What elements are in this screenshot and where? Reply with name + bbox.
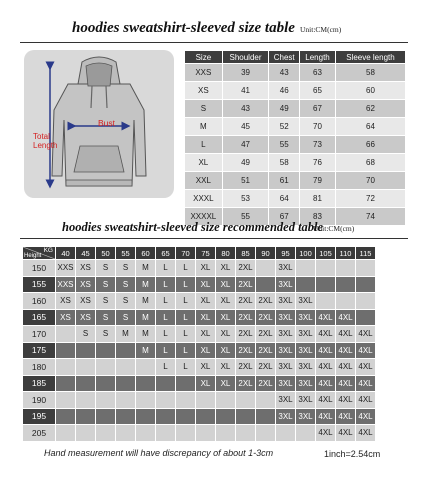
size-recommendation-cell: M: [116, 326, 135, 342]
size-recommendation-cell: [236, 392, 255, 408]
weight-header-cell: 105: [316, 247, 335, 259]
size-label-cell: XL: [185, 154, 222, 171]
size-recommendation-cell: L: [176, 359, 195, 375]
size-recommendation-cell: M: [136, 326, 155, 342]
size-recommendation-cell: 3XL: [296, 359, 315, 375]
size-value-cell: 58: [336, 64, 405, 81]
size-recommendation-cell: [176, 409, 195, 425]
height-cell: 185: [23, 376, 55, 392]
size-recommendation-cell: 3XL: [276, 359, 295, 375]
size-recommendation-cell: XL: [216, 326, 235, 342]
size-table-title: hoodies sweatshirt-sleeved size table: [72, 20, 295, 36]
size-label-cell: M: [185, 118, 222, 135]
size-value-cell: 65: [300, 82, 335, 99]
size-table-row: [185, 82, 405, 99]
size-recommendation-cell: 3XL: [296, 293, 315, 309]
size-recommendation-cell: 4XL: [316, 359, 335, 375]
size-recommendation-cell: 4XL: [316, 392, 335, 408]
height-cell: 190: [23, 392, 55, 408]
size-label-cell: L: [185, 136, 222, 153]
recommended-table-title: hoodies sweatshirt-sleeved size recommended table: [62, 220, 324, 234]
size-recommendation-cell: 3XL: [296, 376, 315, 392]
size-recommendation-cell: [356, 277, 375, 293]
size-recommendation-cell: 4XL: [316, 343, 335, 359]
size-table-header-row: [185, 51, 405, 63]
size-recommendation-cell: [216, 425, 235, 441]
size-recommendation-cell: XS: [56, 293, 75, 309]
size-recommendation-cell: 4XL: [336, 359, 355, 375]
size-recommendation-cell: 3XL: [276, 277, 295, 293]
size-recommendation-cell: S: [116, 277, 135, 293]
size-recommendation-cell: 4XL: [356, 326, 375, 342]
size-recommendation-cell: XS: [76, 293, 95, 309]
size-value-cell: 67: [269, 208, 299, 225]
size-recommendation-cell: [256, 260, 275, 276]
recommended-table-row: [23, 359, 375, 375]
size-recommendation-cell: 2XL: [256, 293, 275, 309]
size-recommendation-cell: 2XL: [236, 359, 255, 375]
size-recommendation-cell: L: [176, 293, 195, 309]
size-recommendation-cell: XL: [216, 293, 235, 309]
size-recommendation-cell: XL: [196, 277, 215, 293]
weight-header-cell: 95: [276, 247, 295, 259]
size-recommendation-cell: 4XL: [336, 310, 355, 326]
size-recommendation-cell: 4XL: [356, 409, 375, 425]
size-value-cell: 43: [223, 100, 269, 117]
size-recommendation-cell: [56, 376, 75, 392]
weight-header-cell: 85: [236, 247, 255, 259]
size-table-row: [185, 118, 405, 135]
size-recommendation-cell: [56, 359, 75, 375]
weight-header-cell: 55: [116, 247, 135, 259]
size-table-header-cell: Length: [300, 51, 335, 63]
size-recommendation-cell: 4XL: [336, 425, 355, 441]
size-label-cell: XXXL: [185, 190, 222, 207]
size-recommendation-cell: [116, 343, 135, 359]
height-cell: 195: [23, 409, 55, 425]
size-value-cell: 62: [336, 100, 405, 117]
size-recommendation-cell: [156, 392, 175, 408]
size-value-cell: 72: [336, 190, 405, 207]
size-recommendation-cell: 2XL: [256, 310, 275, 326]
size-value-cell: 49: [269, 100, 299, 117]
weight-header-cell: 65: [156, 247, 175, 259]
size-recommendation-cell: 2XL: [256, 343, 275, 359]
recommended-table: [22, 246, 376, 442]
size-recommendation-cell: [356, 293, 375, 309]
size-recommendation-cell: [176, 425, 195, 441]
recommended-table-row: [23, 343, 375, 359]
size-label-cell: XXXXL: [185, 208, 222, 225]
size-table-unit: Unit:CM(cm): [300, 25, 342, 34]
size-value-cell: 47: [223, 136, 269, 153]
size-recommendation-cell: L: [156, 293, 175, 309]
size-recommendation-cell: S: [116, 293, 135, 309]
size-value-cell: 49: [223, 154, 269, 171]
size-recommendation-cell: [76, 376, 95, 392]
size-recommendation-cell: 3XL: [276, 376, 295, 392]
size-recommendation-cell: [196, 425, 215, 441]
weight-header-cell: 75: [196, 247, 215, 259]
size-recommendation-cell: 4XL: [336, 326, 355, 342]
weight-header-cell: 110: [336, 247, 355, 259]
size-recommendation-cell: [96, 425, 115, 441]
size-recommendation-cell: 2XL: [236, 343, 255, 359]
size-recommendation-cell: 4XL: [336, 409, 355, 425]
size-value-cell: 73: [300, 136, 335, 153]
size-value-cell: 79: [300, 172, 335, 189]
size-recommendation-cell: 2XL: [256, 376, 275, 392]
size-recommendation-cell: XL: [216, 359, 235, 375]
size-recommendation-cell: XS: [76, 310, 95, 326]
size-recommendation-cell: 3XL: [296, 392, 315, 408]
size-recommendation-cell: [76, 425, 95, 441]
size-recommendation-cell: S: [76, 326, 95, 342]
size-recommendation-cell: XXS: [56, 260, 75, 276]
size-recommendation-cell: L: [176, 343, 195, 359]
size-recommendation-cell: [216, 392, 235, 408]
size-value-cell: 51: [223, 172, 269, 189]
size-recommendation-cell: [156, 425, 175, 441]
size-recommendation-cell: [176, 392, 195, 408]
size-recommendation-cell: [236, 409, 255, 425]
size-label-cell: XS: [185, 82, 222, 99]
size-recommendation-cell: [296, 277, 315, 293]
weight-header-cell: 115: [356, 247, 375, 259]
size-recommendation-cell: 4XL: [356, 359, 375, 375]
size-recommendation-cell: 3XL: [296, 326, 315, 342]
size-value-cell: 39: [223, 64, 269, 81]
size-value-cell: 68: [336, 154, 405, 171]
size-recommendation-cell: 4XL: [336, 343, 355, 359]
size-recommendation-cell: 2XL: [256, 359, 275, 375]
size-recommendation-cell: M: [136, 277, 155, 293]
size-recommendation-cell: [296, 425, 315, 441]
size-recommendation-cell: [96, 359, 115, 375]
size-recommendation-cell: 2XL: [236, 277, 255, 293]
size-recommendation-cell: XL: [196, 343, 215, 359]
size-value-cell: 55: [223, 208, 269, 225]
size-recommendation-cell: [236, 425, 255, 441]
size-recommendation-cell: [256, 409, 275, 425]
size-recommendation-cell: 3XL: [276, 343, 295, 359]
size-label-cell: S: [185, 100, 222, 117]
size-recommendation-cell: XL: [196, 326, 215, 342]
height-cell: 155: [23, 277, 55, 293]
size-value-cell: 43: [269, 64, 299, 81]
weight-header-cell: 50: [96, 247, 115, 259]
size-recommendation-cell: S: [96, 326, 115, 342]
size-recommendation-cell: [136, 425, 155, 441]
size-table-header-cell: Shoulder: [223, 51, 269, 63]
size-recommendation-cell: M: [136, 343, 155, 359]
height-cell: 170: [23, 326, 55, 342]
size-recommendation-cell: [56, 326, 75, 342]
size-recommendation-cell: [196, 409, 215, 425]
recommended-table-row: [23, 376, 375, 392]
size-recommendation-cell: 4XL: [316, 425, 335, 441]
size-table-row: [185, 190, 405, 207]
size-recommendation-cell: [116, 409, 135, 425]
size-recommendation-cell: S: [96, 310, 115, 326]
size-recommendation-cell: 4XL: [356, 392, 375, 408]
size-recommendation-cell: [316, 260, 335, 276]
size-recommendation-cell: 3XL: [276, 310, 295, 326]
size-recommendation-cell: XS: [76, 260, 95, 276]
size-recommendation-cell: [76, 392, 95, 408]
size-recommendation-cell: [116, 392, 135, 408]
size-table-header-cell: Size: [185, 51, 222, 63]
size-recommendation-cell: [96, 343, 115, 359]
size-recommendation-cell: 4XL: [316, 326, 335, 342]
size-recommendation-cell: M: [136, 260, 155, 276]
size-recommendation-cell: XL: [216, 376, 235, 392]
size-recommendation-cell: [76, 343, 95, 359]
size-recommendation-cell: L: [156, 343, 175, 359]
size-recommendation-cell: [336, 293, 355, 309]
weight-header-cell: 90: [256, 247, 275, 259]
weight-header-cell: 60: [136, 247, 155, 259]
size-recommendation-cell: XL: [196, 293, 215, 309]
recommended-table-unit: Unit:CM(cm): [313, 224, 355, 233]
weight-header-cell: 40: [56, 247, 75, 259]
size-recommendation-cell: XL: [216, 277, 235, 293]
size-recommendation-cell: XL: [216, 343, 235, 359]
size-value-cell: 83: [300, 208, 335, 225]
size-recommendation-cell: 3XL: [296, 310, 315, 326]
size-recommendation-cell: S: [96, 277, 115, 293]
size-recommendation-cell: [316, 293, 335, 309]
size-recommendation-cell: [56, 392, 75, 408]
size-recommendation-cell: 3XL: [276, 293, 295, 309]
size-table-row: [185, 100, 405, 117]
size-recommendation-cell: [116, 425, 135, 441]
size-recommendation-cell: [56, 343, 75, 359]
weight-header-cell: 70: [176, 247, 195, 259]
size-recommendation-cell: [96, 376, 115, 392]
size-recommendation-cell: 4XL: [316, 409, 335, 425]
size-table-row: [185, 136, 405, 153]
size-recommendation-cell: 4XL: [356, 425, 375, 441]
size-recommendation-cell: 2XL: [236, 310, 255, 326]
weight-header-cell: 80: [216, 247, 235, 259]
recommended-table-row: [23, 260, 375, 276]
recommended-table-row: [23, 392, 375, 408]
size-value-cell: 58: [269, 154, 299, 171]
weight-header-cell: 45: [76, 247, 95, 259]
size-value-cell: 52: [269, 118, 299, 135]
inch-conversion: 1inch=2.54cm: [324, 449, 381, 459]
size-recommendation-cell: XL: [216, 310, 235, 326]
size-recommendation-cell: [136, 392, 155, 408]
size-recommendation-cell: 3XL: [276, 260, 295, 276]
size-recommendation-cell: [96, 392, 115, 408]
size-recommendation-cell: S: [96, 260, 115, 276]
size-recommendation-cell: L: [156, 310, 175, 326]
size-recommendation-cell: [136, 376, 155, 392]
height-cell: 205: [23, 425, 55, 441]
size-recommendation-cell: L: [156, 260, 175, 276]
size-value-cell: 61: [269, 172, 299, 189]
height-cell: 150: [23, 260, 55, 276]
size-recommendation-cell: [116, 376, 135, 392]
size-recommendation-cell: L: [176, 310, 195, 326]
size-recommendation-cell: 4XL: [336, 376, 355, 392]
size-recommendation-cell: [296, 260, 315, 276]
size-recommendation-cell: XL: [196, 260, 215, 276]
size-table-row: [185, 154, 405, 171]
size-recommendation-cell: [336, 260, 355, 276]
size-table-row: [185, 172, 405, 189]
size-recommendation-cell: [116, 359, 135, 375]
recommended-table-row: [23, 326, 375, 342]
height-cell: 175: [23, 343, 55, 359]
size-table-row: [185, 64, 405, 81]
size-recommendation-cell: L: [156, 359, 175, 375]
size-recommendation-cell: [56, 425, 75, 441]
size-recommendation-cell: [136, 359, 155, 375]
size-recommendation-cell: L: [176, 326, 195, 342]
size-recommendation-cell: L: [176, 277, 195, 293]
size-recommendation-cell: 2XL: [236, 260, 255, 276]
size-recommendation-cell: 3XL: [276, 409, 295, 425]
weight-header-row: [23, 247, 375, 259]
size-recommendation-cell: 4XL: [356, 376, 375, 392]
size-recommendation-cell: [256, 425, 275, 441]
bust-label: Bust: [98, 118, 116, 128]
size-recommendation-cell: 4XL: [316, 310, 335, 326]
size-table: [184, 50, 406, 226]
divider: [20, 238, 408, 239]
size-recommendation-cell: [76, 359, 95, 375]
size-recommendation-cell: XL: [196, 359, 215, 375]
height-cell: 165: [23, 310, 55, 326]
size-value-cell: 76: [300, 154, 335, 171]
size-recommendation-cell: [176, 376, 195, 392]
size-recommendation-cell: S: [116, 260, 135, 276]
corner-kg-label: KG: [43, 247, 53, 254]
corner-height-label: Height: [24, 253, 42, 259]
recommended-table-row: [23, 409, 375, 425]
weight-header-cell: 100: [296, 247, 315, 259]
size-value-cell: 66: [336, 136, 405, 153]
size-recommendation-cell: [336, 277, 355, 293]
size-recommendation-cell: XL: [216, 260, 235, 276]
size-value-cell: 64: [336, 118, 405, 135]
size-value-cell: 41: [223, 82, 269, 99]
total-length-label: Total Length: [33, 132, 58, 150]
size-recommendation-cell: S: [96, 293, 115, 309]
size-recommendation-cell: XL: [196, 310, 215, 326]
recommended-table-row: [23, 310, 375, 326]
size-recommendation-cell: 3XL: [276, 326, 295, 342]
size-label-cell: XXS: [185, 64, 222, 81]
size-recommendation-cell: 2XL: [256, 326, 275, 342]
size-value-cell: 60: [336, 82, 405, 99]
size-recommendation-cell: L: [156, 277, 175, 293]
height-cell: 160: [23, 293, 55, 309]
size-recommendation-cell: L: [176, 260, 195, 276]
size-recommendation-cell: [156, 376, 175, 392]
size-value-cell: 81: [300, 190, 335, 207]
size-value-cell: 46: [269, 82, 299, 99]
height-weight-corner: [23, 247, 55, 259]
size-recommendation-cell: 3XL: [296, 409, 315, 425]
height-cell: 180: [23, 359, 55, 375]
measurement-note: Hand measurement will have discrepancy of about 1-3cm: [44, 448, 274, 458]
size-recommendation-cell: 3XL: [276, 392, 295, 408]
size-label-cell: XXL: [185, 172, 222, 189]
size-recommendation-cell: 4XL: [336, 392, 355, 408]
size-recommendation-cell: [356, 310, 375, 326]
size-recommendation-cell: L: [156, 326, 175, 342]
size-recommendation-cell: 2XL: [236, 326, 255, 342]
size-recommendation-cell: S: [116, 310, 135, 326]
size-recommendation-cell: XS: [56, 310, 75, 326]
size-value-cell: 70: [300, 118, 335, 135]
size-recommendation-cell: XXS: [56, 277, 75, 293]
size-recommendation-cell: 2XL: [236, 376, 255, 392]
size-value-cell: 53: [223, 190, 269, 207]
size-recommendation-cell: [136, 409, 155, 425]
size-recommendation-cell: 4XL: [316, 376, 335, 392]
size-value-cell: 74: [336, 208, 405, 225]
size-table-header-cell: Chest: [269, 51, 299, 63]
size-recommendation-cell: M: [136, 310, 155, 326]
size-recommendation-cell: [356, 260, 375, 276]
size-recommendation-cell: XS: [76, 277, 95, 293]
size-value-cell: 55: [269, 136, 299, 153]
divider: [20, 42, 408, 43]
size-recommendation-cell: [256, 277, 275, 293]
size-recommendation-cell: XL: [196, 376, 215, 392]
size-recommendation-cell: [256, 392, 275, 408]
size-value-cell: 67: [300, 100, 335, 117]
recommended-table-row: [23, 425, 375, 441]
size-value-cell: 63: [300, 64, 335, 81]
recommended-table-row: [23, 277, 375, 293]
size-recommendation-cell: M: [136, 293, 155, 309]
size-recommendation-cell: [96, 409, 115, 425]
size-value-cell: 45: [223, 118, 269, 135]
size-recommendation-cell: [196, 392, 215, 408]
recommended-table-row: [23, 293, 375, 309]
size-table-header-cell: Sleeve length: [336, 51, 405, 63]
size-value-cell: 64: [269, 190, 299, 207]
size-recommendation-cell: [156, 409, 175, 425]
size-recommendation-cell: 4XL: [356, 343, 375, 359]
size-recommendation-cell: 3XL: [296, 343, 315, 359]
size-value-cell: 70: [336, 172, 405, 189]
size-recommendation-cell: 2XL: [236, 293, 255, 309]
size-recommendation-cell: [56, 409, 75, 425]
size-recommendation-cell: [216, 409, 235, 425]
size-recommendation-cell: [76, 409, 95, 425]
size-recommendation-cell: [316, 277, 335, 293]
size-recommendation-cell: [276, 425, 295, 441]
